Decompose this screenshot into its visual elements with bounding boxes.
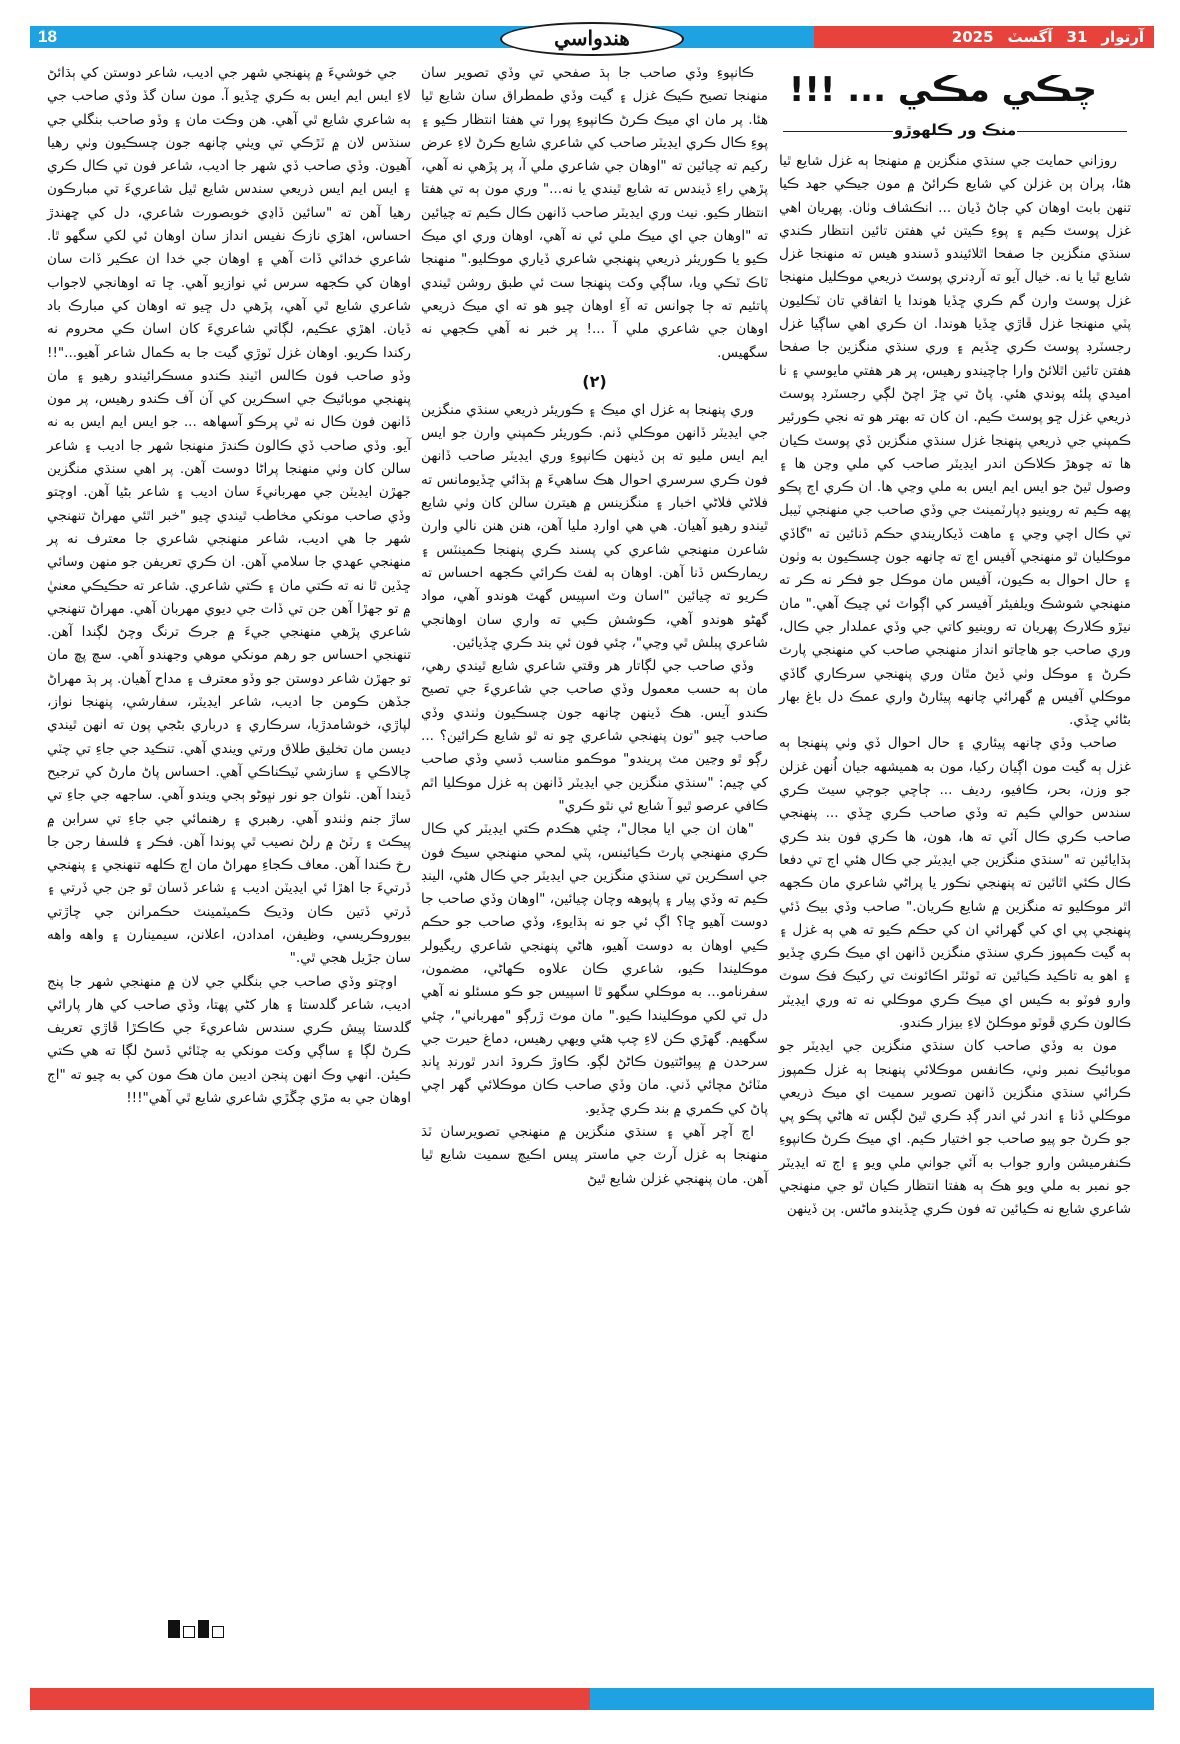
issue-date-number: 31 — [1066, 28, 1088, 46]
issue-date — [938, 26, 1144, 48]
paragraph: ڪانپوءِ وڏي صاحب جا ٻڌ صفحي تي وڏي تصوير سان منهنجا تصيح ڪيڪ غزل ۽ گيت وڏي طمطراق سان شايع ٿيا هئا. پر مان اي ميڪ ڪرڻ ڪانپوءِ پورا تي هفتا انتظار ڪيو ۽ پوءِ ڪال ڪري ايڊيٽر صاحب کي شاعري شايع ڪرڻ لاءِ عرض رکيم ته چيائين ته "اوهان جي شاعري ملي آ، پر پڙهي نه آهي، پڙهي راءِ ڏيندس ته شايع ٿيندي يا نه..." وري مون ٻه تي هفتا انتظار ڪيو. نيٺ وري ايڊيٽر صاحب ڏانهن ڪال ڪيم ته چيائين ته "اوهان جي اي ميڪ ملي ئي نه آهي، اوهان وري اي ميڪ ڪيو يا ڪوريئر ذريعي پنهنجي شاعري ڏياري موڪليو." منهنجا ٽاڪ ٽڪي ويا، ساڳي وکت پنهنجا ست ئي طبق روشن ٿيندي پاتئيم ته ڄا چوانس ته آءِ اوهان چيو هو ته اي ميڪ ذريعي اوهان جي شاعري ملي آ ...! پر خبر نه آهي ڪجهي نه سگهيس. — [421, 65, 768, 361]
paragraph: جي خوشيءَ ۾ پنهنجي شهر جي اديب، شاعر دوستن کي ٻڌائڻ لاءِ ايس ايم ايس به ڪري ڇڏيو آ. مون سان گڏ وڏي صاحب جي ٻه شاعري شايع ٿي آهي. هن وڪت مان ۽ وڏو صاحب بنگلي جي سنڌس لان ۾ ٽڙڪي تي ويٺي چانهه جون چسڪيون وٺي رهيا آهيون. وڏي صاحب ڏي شهر جا اديب، شاعر فون تي ڪال ڪري ۽ ايس ايم ايس ذريعي سندس شايع ٿيل شاعريءَ تي مبارڪون رهيا آهن ته "سائين ڏاڍي خوبصورت شاعري، دل کي ڇهندڙ احساس، اهڙي نازڪ نفيس انداز سان اوهان ئي لکي سگهو ٿا. شاعري خدائي ڏات آهي ۽ اوهان جي خدا ان عڪير ڏات سان اوهان کي ڪجهه سرس ئي نوازيو آهي. ڇا ته اوهانجي لاجواب شاعري شايع ٿي آهي، پڙهي دل ڇيو ته اوهان کي مبارڪ باد ڏيان. اهڙي عڪيم، لڳاتي شاعريءَ کان اسان ڪي محروم نه رکندا ڪريو. اوهان غزل ٽوڙي گيت جا به ڪمال شاعر آهيو..."!! وڏو صاحب فون ڪالس اٽينڊ ڪندو مسڪرائيندو رهيو ۽ مان پنهنجي موبائيڪ جي اسڪرين کي آن آف ڪندو رهيس، پر مون ڏانهن فون ڪال نه ٿي پرڪو آسهاهه ... جو ايس ايم ايس به نه آيو. وڏي صاحب ڏي ڪالون ڪندڙ منهنجا شهر جا اديب ۽ شاعر سالن کان وٺي منهنجا پراڻا دوست آهن. پر اهي سنڌي منگزين جهڙن ايڊيٽن جي مهربانيءَ سان اديب ۽ شاعر بڻيا آهن. اوچتو وڏي صاحب مونکي مخاطب ٿيندي چيو "خبر اٿئي مهراڻ تنهنجي شهر جا هي اديب، شاعر منهنجي شاعري جا معترف نه پر منهنجي عهدي جا سلامي آهن. ان ڪري تعريفن جو منهن وسائي ڇڏين ٿا نه ته ڪتي مان ۽ ڪتي شاعري. شاعر ته حڪيڪي معنيٰ ۾ تو جهڙا آهن جن تي ڏات جي ديوي مهربان آهي. مهراڻ تنهنجي شاعري پڙهي منهنجي جيءَ ۾ جرڪ ترنگ وچڻ لڳندا آهن. تنهنجي احساس جو رهم مونکي موهي وجهندو آهي. سچ پڇ مان تو جهڙن شاعر دوستن جو وڏو معترف ۽ مداح آهيان. پر ٻڌ مهراڻ جڏهن ڪومن جا اديب، شاعر ايڊيٽر، سفارشي، پنهنجا نواز، لپاڙي، خوشامدڙيا، سرڪاري ۽ درباري بڻجي پون ته انهن ٿيندي ديسن مان تخليق طلاق ورتي ويندي آهي. تنڪيد جي جاءِ تي چٽي چالاڪي ۽ سازشي ٽيڪناڪي آهي. احساس پاڻ مارڻ کي ترجيح ڏيندا آهن. نئوان جو نور نڀوڻو ٻجي ويندو آهي. ساجهه جي جاءِ تي ساڙ جنم وٺندو آهي. رهبري ۽ رهنمائي جي جاءِ تي سرابن ۾ پيڪٽ ۽ رٽڻ ۾ رلڻ نصيب ٿي پوندا آهن. فڪر ۽ فلسفا رجن جا رخ ڪندا آهن. معاف ڪجاءِ مهراڻ مان اڄ ڪلهه تنهنجي ۽ پنهنجي ڏرتيءَ جا اهڙا ئي ايڊيٽن اديب ۽ شاعر ڏسان ٿو جن جي ڏرتي ۽ ڏرتي ڏتين ڪان وڌيڪ ڪميٽمينٽ حڪمرانن جي چاڙتي بيوروڪريسي، وظيفن، امدادن، اعلانن، سيمينارن ۽ واهه واهه سان جڙيل هجي ٿي." — [47, 65, 411, 967]
article-column-left — [47, 62, 411, 1110]
issue-year: 2025 — [951, 28, 994, 46]
paragraph: مون به وڏي صاحب کان سنڌي منگزين جي ايڊيٽر جو موبائيڪ نمبر وٺي، ڪانفس موڪلائي پنهنجا ٻه غزل ڪمپوز ڪرائي سنڌي منگزين ڏانهن تصوير سميت اي ميڪ ذريعي موڪلي ڏنا ۽ اندر ئي اندر ڳڊ ڪري ٿيڻ لڳس ته هاڻي پڪو پي جو ڪرڻ جو پيو صاحب جو اختيار ڪيم. اي ميڪ ڪرڻ ڪانپوءِ ڪنفرميشن وارو جواب به آئي جواني ملي ويو ۽ اڄ ته ايڊيٽر جو نمبر به ملي ويو هڪ ٻه هفتا انتظار ڪيان ٿو جي منهنجي شاعري شايع نه ڪيائين ته فون ڪري ڇڏيندو ماڻس. ٻن ڏينهن — [779, 1038, 1131, 1218]
article-end-icon — [168, 1620, 224, 1638]
paragraph: وري پنهنجا ٻه غزل اي ميڪ ۽ ڪوريئر ذريعي سنڌي منگزين جي ايڊيٽر ڏانهن موڪلي ڏنم. ڪوريئر ڪمپني وارن جو ايس ايم ايس مليو ته ٻن ڏينهن ڪانپوءِ وري ايڊيٽر صاحب ڏانهن فون ڪري سرسري احوال هڪ ساهيءَ ۾ ٻڌائي ڇڏيومانس ته فلاڻي فلاڻي اخبار ۽ منگزينس ۾ هيترن سالن کان وٺي شايع ٿيندو رهيو آهيان. هي هي اوارڊ مليا آهن، هنن هنن نالي وارن شاعرن منهنجي شاعري کي پسند ڪري پنهنجا ڪمينٽس ۽ ريمارڪس ڏنا آهن. اوهان ٻه لفٽ ڪرائي ڪجهه احساس ته ڪريو ته چيائين "اسان وٽ اسپيس گهٽ هوندو آهي، مواد گهڻو هوندو آهي، ڪوشش ڪبي ته واري سان اوهانجي شاعري پبلش ٿي وڃي"، چئي فون ئي بند ڪري ڇڏيائين. — [421, 401, 768, 651]
paragraph: اوچتو وڏي صاحب جي بنگلي جي لان ۾ منهنجي شهر جا پنج اديب، شاعر گلدستا ۽ هار کڻي پهتا، وڏي صاحب کي هار پارائي گلدستا پيش ڪري سندس شاعريءَ جي ڪاڪڙا ڦاڙي تعريف ڪرڻ لڳا ۽ ساڳي وکت مونکي به چٽائي ڏسڻ لڳا ته هي ڪتي ڪيئن. انهي وڪ انهن پنجن اديبن مان هڪ مون کي به چيو ته "اڄ اوهان جي به مڙي چڱڙي شاعري شايع ٿي آهي"!!! — [47, 973, 411, 1107]
footer-bar — [30, 1688, 1154, 1710]
paragraph: وڏي صاحب جي لڳاتار هر وقتي شاعري شايع ٿيندي رهي، مان ٻه حسب معمول وڏي صاحب جي شاعريءَ جي تصيح ڪندو آيس. هڪ ڏينهن چانهه جون چسڪيون وٺندي وڏي صاحب چيو "تون پنهنجي شاعري ڇو نه ٿو شايع ڪرائين؟ ... رڳو ٿو وڃين مٽ پريندو" موڪمو مناسب ڏسي وڏي صاحب کي چيم: "سنڌي منگزين جي ايڊيٽر ڏانهن ٻه غزل موڪليا اٿم ڪافي عرصو ٿيو آ شايع ئي نٿو ڪري" — [421, 658, 768, 814]
page-number: 18 — [38, 27, 57, 46]
issue-month: آگسٽ — [1007, 28, 1053, 46]
footer-red-band — [30, 1688, 590, 1710]
article-byline: منڪ ور ڪلهوڙو — [779, 116, 1131, 144]
paragraph: "هان ان جي ايا مجال"، چئي هڪدم ڪتي ايڊيٽر کي ڪال ڪري منهنجي پارٽ ڪيائينس، پٽي لمحي منهنجي سيڪ فون جي اسڪرين تي سنڌي منگزين جي ايڊيٽر جي ڪال هئي، الينڊ ڪيم ته وڏي پيار ۽ پاپوهه وچان چيائين، "اوهان وڏي صاحب جا دوست آهيو ڇا؟ اڳ ئي جو نه ٻڌايوءِ، وڏي صاحب جو حڪم ڪيي اوهان به دوست آهيو، هاڻي پنهنجي شاعري ريگيولر موڪليندا ڪيو، شاعري ڪان علاوه ڪهاڻي، مضمون، سفرنامو... به موڪلي سگهو ٿا اسپيس جو ڪو مسئلو نه آهي دل تي لکي موڪليندا ڪيو." مان موٽ ڙرڳو "مهرباني"، چئي سگهيم. گهڙي ڪن لاءِ چپ هئي ويهي رهيس، دماغ حيرت جي سرحدن ۾ پيواڻتيون ڪاڻڻ لڳو. ڪاوڙ ڪروڌ اندر ٿورنڊ ڀانڊ مٽائڻ مچائي ڏني. مان وڏي صاحب ڪان موڪلائي گهر اچي پاڻ کي ڪمري ۾ بند ڪري ڇڏيو. — [421, 821, 768, 1117]
section-number: (٢) — [582, 371, 607, 391]
issue-day: آرتوار — [1101, 28, 1144, 46]
paragraph: اڄ آچر آهي ۽ سنڌي منگزين ۾ منهنجي تصويرسان ٽڌ منهنجا ٻه غزل آرٽ جي ماستر پيس اڪيچ سميت شايع ٿيا آهن. مان پنهنجي غزلن شايع ٿيڻ — [421, 1124, 768, 1187]
paragraph: روزاني حمايت جي سنڌي منگزين ۾ منهنجا ٻه غزل شايع ٿيا هئا، پران ٻن غزلن کي شايع ڪرائڻ ۾ مون جيڪي جهد ڪيا تنهن بابت اوهان کي ڄاڻ ڏيان ... انڪشاف وٺان. پهريان اهي غزل پوسٽ ڪيم ۽ پوءِ ڪيتن ئي هفتن تائين انتظار ڪندي سنڌي منگزين جا صفحا اٿلائيندو ڏسندو هيس ته منهنجا غزل شايع ٿيا يا نه. خيال آيو ته آرڊنري پوسٽ ذريعي موڪليل منهنجا غزل پوسٽ وارن گم ڪري ڇڏيا هوندا يا اتفاقي تان ٽڪليون پٽي منهنجا غزل ڦاڙي ڇڏيا هوندا. ان ڪري اهي ساڳيا غزل رجسٽرڊ پوسٽ ڪري ڇڏيم ۽ وري سنڌي منگزين جا صفحا هفتن تائين اٿلائڻ وارا ڄاچيندو رهيس، پر هر هفتي مايوسي ۽ نا اميدي پلئه پوندي هئي. پاڻ تي ڇڙ اچڻ لڳي رجسٽرڊ پوسٽ ذريعي غزل ڇو پوسٽ ڪيم. ان کان ته بهتر هو ته نجي ڪورئير ڪمپني جي ذريعي پنهنجا غزل سنڌي منگزين ڏي پوسٽ ڪيان ها ته چوهڙ ڪلاڪن اندر ايڊيٽر صاحب کي ملي وڃن ها ۽ وصول ٿيڻ جو ايس ايم ايس به ملي وڃي ها. ان ڪري اڄ پڪو پهه ڪيم ته روينيو ڊپارٽمينٽ جي وڏي صاحب جي منهنجي ٽيبل تي ڪال اچي وڃي ۽ ماهت ڏيکاريندي حڪم ڏنائين ته "گاڏي موڪليان ٿو منهنجي آفيس اچ ته چانهه جون چسڪيون به وٺون ۽ حال احوال به ڪيون، آفيس مان موڪل جو فڪر نه ڪر ته منهنجي شوشڪ ويلفيئر آفيسر کي اڳواٽ ئي چيڪ آهي." مان نيڙو ڪلارڪ پهريان ته روينيو کاتي جي وڏي عملدار جي ڪال، وري صاحب جو هاڃاتو انداز منهنجي صاحب کي منهنجي پارٽ ڪرڻ ۽ موڪل وٺي ڏيڻ مٿان وري پنهنجي سرڪاري گاڏي موڪلي آفيس ۾ گهرائي چانهه پيئارڻ واري عمڪ دل باغ بهار بڻائي ڇڏي. — [779, 153, 1131, 729]
article-title: چڪي مڪي ... !!! — [788, 70, 1097, 110]
article-column-right — [779, 62, 1131, 1222]
newspaper-logo: هندواسي — [500, 22, 684, 56]
article-column-middle — [421, 62, 768, 1191]
paragraph: صاحب وڏي چانهه پيئاري ۽ حال احوال ڏي وٺي پنهنجا ٻه غزل ٻه گيت مون اڳيان رکيا، مون به هميشهه جيان اُنهن غزلن جو وزن، بحر، ڪافيو، رديف ... ڄاچي جوڄي سيٽ ڪري سندس حوالي ڪيم ته وڏي صاحب ڪري ڇڏي ... پنهنجي صاحب ڪري ڪال آئي ته ها، هون، ها ڪري فون بند ڪري ٻڌايائين ته "سنڌي منگزين جي ايڊيٽر جي ڪال هئي اڄ تي دفعا ڪال ڪئي اٿائين ته پنهنجي نڪور يا پراڻي شاعري مان ڪجهه اٿر موڪليو ته منگزين ۾ شايع ڪريان." صاحب وڏي بيڪ ڏئي پنهنجي پي اي کي گهرائي ان کي حڪم ڪيو ته هي ٻه غزل ۽ ٻه گيت ڪمپوز ڪري سنڌي منگزين ڏانهن اي ميڪ ڪري ڇڏيو ۽ اهو به تاڪيد ڪيائين ته ٽوئٽر اڪائونٽ تي رکيڪ فڪ سوٽ وارو فوٽو به ڪيس اي ميڪ ڪري موڪلي نه ته وري ايڊيٽر ڪالون ڪري ڦوٽو موڪلڻ لاءِ بيزار ڪندو. — [779, 735, 1131, 1031]
